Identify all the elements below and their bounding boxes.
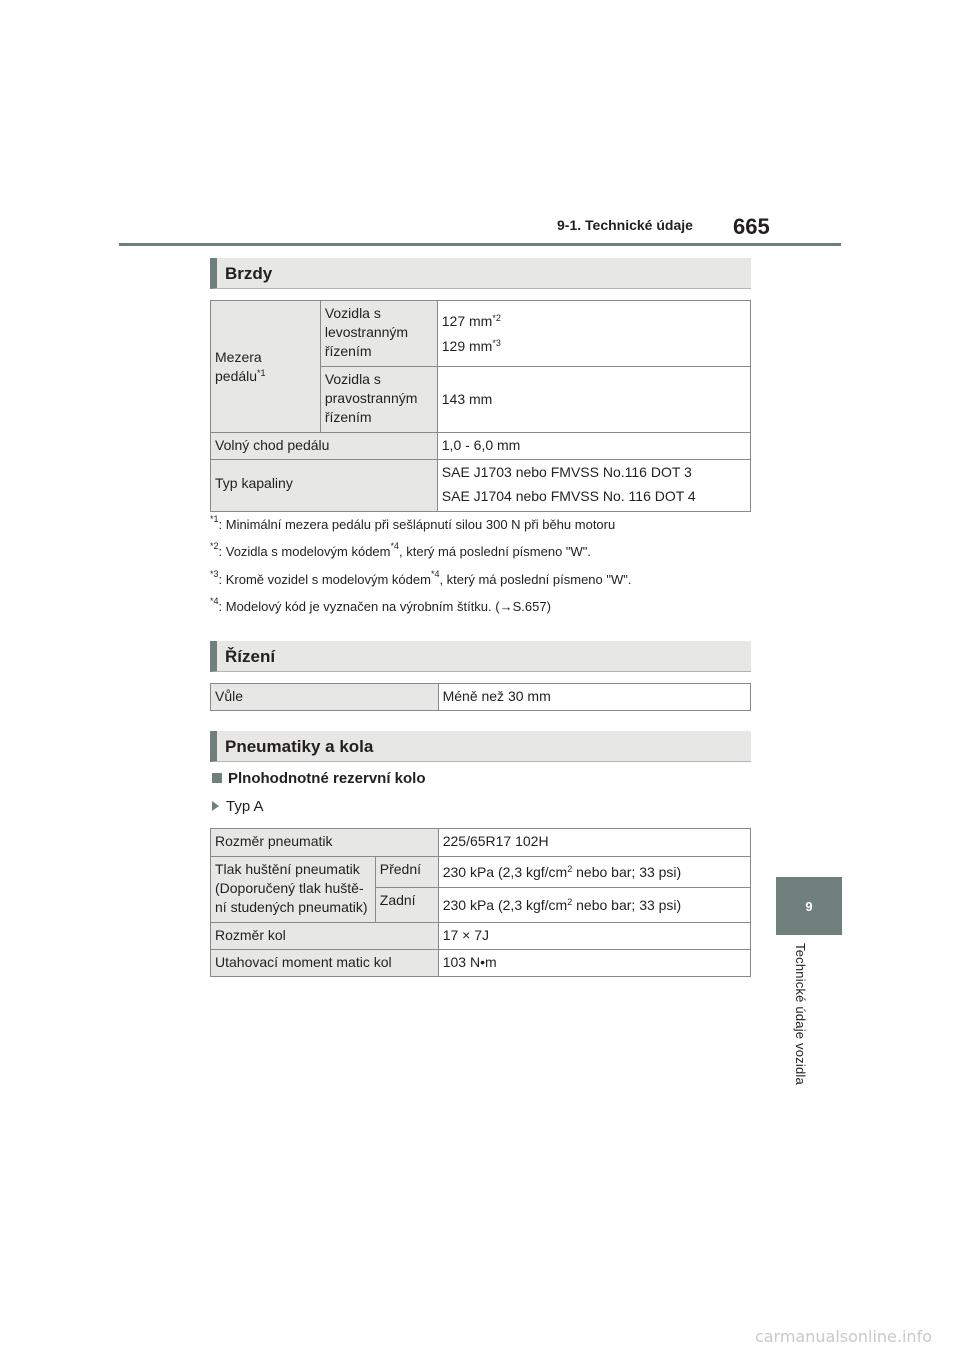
chapter-tab-number: 9: [805, 898, 813, 914]
page-number: 665: [733, 214, 770, 239]
play-label: Vůle: [211, 684, 439, 711]
front-label: Přední: [375, 857, 438, 888]
footnote-2: $^{*2}$: Vozidla s modelovým kódem$^{*4}$, který má poslední písmeno "W".: [210, 541, 592, 559]
rear-value: 230 kPa (2,3 kgf/$cm^2$ nebo bar; 33 psi): [438, 888, 750, 923]
chapter-tab[interactable]: [776, 877, 842, 935]
tire-size-label: Rozměr pneumatik: [211, 829, 439, 857]
footnote-1: $^{*1}$: Minimální mezera pedálu při sešlápnutí silou 300 N při běhu motoru: [210, 514, 616, 532]
wheel-size-label: Rozměr kol: [211, 923, 439, 950]
free-play-label: Volný chod pedálu: [211, 433, 438, 460]
footnote-3: $^{*3}$: Kromě vozidel s modelovým kódem$^{*4}$, který má poslední písmeno "W".: [210, 569, 632, 587]
tires-table: [210, 828, 751, 977]
brakes-table: [210, 300, 751, 512]
chapter-side-label: Technické údaje vozidla: [793, 943, 808, 1085]
free-play-value: 1,0 - 6,0 mm: [437, 433, 750, 460]
arrow-icon: →: [499, 599, 513, 614]
square-bullet-icon: [212, 773, 222, 783]
play-value: Méně než 30 mm: [438, 684, 750, 711]
section-tires-heading: Pneumatiky a kola: [210, 731, 751, 762]
pedal-gap-label: Mezera pedálu$^{*1}$: [211, 301, 321, 433]
pressure-label: Tlak huštění pneumatik (Doporučený tlak huště-ní studených pneumatik): [211, 857, 376, 923]
torque-label: Utahovací moment matic kol: [211, 950, 439, 977]
torque-value: 103 N•m: [438, 950, 750, 977]
fluid-label: Typ kapaliny: [211, 460, 438, 512]
header-rule: [119, 243, 841, 246]
footnote-4: $^{*4}$: Modelový kód je vyznačen na výrobním štítku. (→S.657): [210, 596, 551, 614]
steering-table: [210, 683, 751, 711]
section-steering-heading: Řízení: [210, 641, 751, 672]
lhd-values: 127 $mm^{*2}$ 129 $mm^{*3}$: [437, 301, 750, 367]
tire-size-value: 225/65R17 102H: [438, 829, 750, 857]
wheel-size-value: 17 × 7J: [438, 923, 750, 950]
section-brakes-heading: Brzdy: [210, 258, 751, 289]
rhd-label: Vozidla s pravostranným řízením: [320, 367, 437, 433]
fluid-values: SAE J1703 nebo FMVSS No.116 DOT 3 SAE J1704 nebo FMVSS No. 116 DOT 4: [437, 460, 750, 512]
watermark: carmanualsonline.info: [754, 1327, 932, 1346]
spare-wheel-subhead: Plnohodnotné rezervní kolo: [212, 770, 426, 787]
type-line: Typ A: [212, 798, 264, 815]
front-value: 230 kPa (2,3 kgf/$cm^2$ nebo bar; 33 psi): [438, 857, 750, 888]
rhd-value: 143 mm: [437, 367, 750, 433]
triangle-bullet-icon: [212, 801, 219, 811]
chapter-title: 9-1. Technické údaje: [557, 217, 693, 233]
rear-label: Zadní: [375, 888, 438, 923]
lhd-label: Vozidla s levostranným řízením: [320, 301, 437, 367]
